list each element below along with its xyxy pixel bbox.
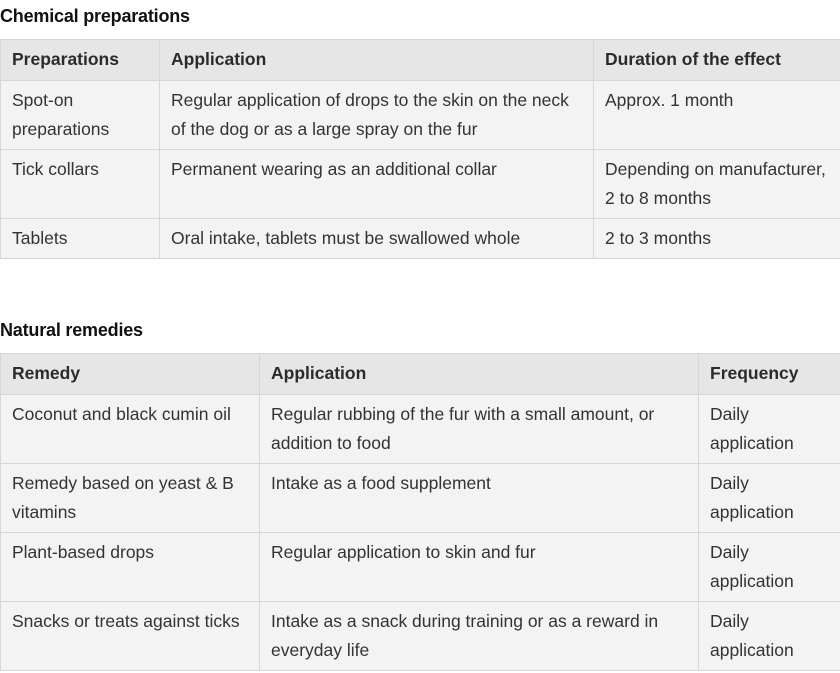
- table-row: [1, 533, 840, 602]
- table-cell: Regular rubbing of the fur with a small amount, or addition to food: [260, 395, 699, 464]
- table-cell: Tick collars: [1, 150, 160, 219]
- table-row: [1, 219, 840, 259]
- table-cell: Tablets: [1, 219, 160, 259]
- natural-remedies-table: [0, 353, 840, 671]
- table-cell: Oral intake, tablets must be swallowed whole: [160, 219, 594, 259]
- table-cell: Depending on manufacturer, 2 to 8 months: [594, 150, 840, 219]
- table-cell: Regular application of drops to the skin on the neck of the dog or as a large spray on the fur: [160, 81, 594, 150]
- table-cell: Coconut and black cumin oil: [1, 395, 260, 464]
- table-row: [1, 464, 840, 533]
- column-header: Application: [160, 40, 594, 81]
- chemical-preparations-table: [0, 39, 840, 259]
- table-cell: Approx. 1 month: [594, 81, 840, 150]
- chemical-preparations-heading: Chemical preparations: [0, 6, 190, 26]
- table-cell: 2 to 3 months: [594, 219, 840, 259]
- table-row: [1, 395, 840, 464]
- table-header-row: [1, 354, 840, 395]
- column-header: Frequency: [699, 354, 840, 395]
- table-cell: Daily application: [699, 395, 840, 464]
- table-row: [1, 81, 840, 150]
- table-cell: Regular application to skin and fur: [260, 533, 699, 602]
- table-cell: Daily application: [699, 533, 840, 602]
- table-cell: Permanent wearing as an additional collar: [160, 150, 594, 219]
- table-row: [1, 602, 840, 671]
- table-cell: Spot-on preparations: [1, 81, 160, 150]
- natural-remedies-heading: Natural remedies: [0, 320, 143, 340]
- table-cell: Daily application: [699, 464, 840, 533]
- column-header: Preparations: [1, 40, 160, 81]
- table-cell: Snacks or treats against ticks: [1, 602, 260, 671]
- table-cell: Remedy based on yeast & B vitamins: [1, 464, 260, 533]
- table-cell: Intake as a snack during training or as a reward in everyday life: [260, 602, 699, 671]
- table-cell: Intake as a food supplement: [260, 464, 699, 533]
- column-header: Application: [260, 354, 699, 395]
- table-row: [1, 150, 840, 219]
- table-cell: Daily application: [699, 602, 840, 671]
- column-header: Duration of the effect: [594, 40, 840, 81]
- table-header-row: [1, 40, 840, 81]
- column-header: Remedy: [1, 354, 260, 395]
- table-cell: Plant-based drops: [1, 533, 260, 602]
